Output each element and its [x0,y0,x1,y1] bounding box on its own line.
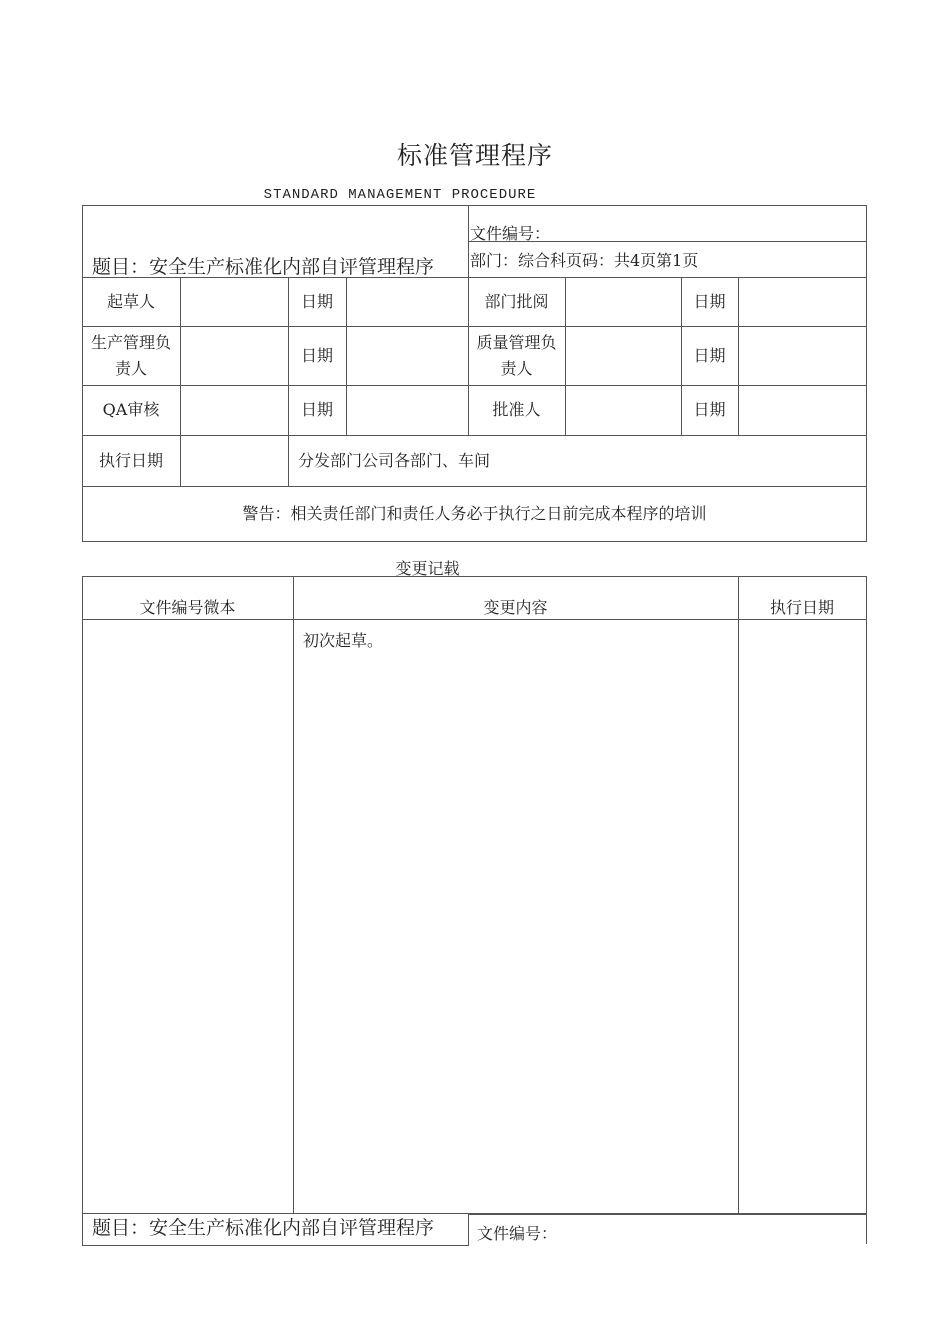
page-subtitle: STANDARD MANAGEMENT PROCEDURE [263,187,537,203]
row-change-content: 初次起草。 [303,631,384,650]
approver-label: 批准人 [492,400,541,419]
table-line [82,1245,468,1246]
date-label: 日期 [300,345,333,365]
table-line [738,277,739,435]
dept-page-info: 部门：综合科页码：共4页第1页 [470,251,699,270]
table-line [346,277,347,435]
date-label: 日期 [300,291,333,311]
footer-doc-number-label: 文件编号： [477,1224,558,1243]
footer-subject: 题目：安全生产标准化内部自评管理程序 [92,1217,435,1239]
table-line [738,576,739,1214]
table-line [866,576,867,1214]
page-title: 标准管理程序 [396,141,553,170]
date-label: 日期 [693,291,726,311]
table-line [293,576,294,1214]
date-label: 日期 [693,400,726,419]
table-line [82,576,867,577]
dept-review-label: 部门批阅 [484,291,549,311]
quality-manager-label-line2: 责人 [500,358,533,378]
date-label: 日期 [693,345,726,365]
doc-number-label: 文件编号： [470,224,551,243]
table-line [468,1213,469,1246]
drafter-label: 起草人 [106,291,155,311]
table-line [180,277,181,486]
table-line [468,1214,867,1215]
quality-manager-label [468,326,565,385]
column-header: 变更内容 [483,598,548,617]
change-log-title: 变更记载 [395,559,460,578]
table-line [82,576,83,1214]
prod-manager-label [82,326,180,385]
table-line [565,277,566,435]
distribution-text: 分发部门公司各部门、车间 [298,450,491,470]
subject-label: 题目：安全生产标准化内部自评管理程序 [92,256,435,278]
quality-manager-label-line1: 质量管理负 [476,332,557,352]
table-line [82,1213,83,1246]
prod-manager-label-line1: 生产管理负 [90,332,171,352]
column-header: 文件编号微本 [139,598,236,617]
table-line [866,1213,867,1244]
table-line [82,205,867,206]
date-label: 日期 [300,400,333,419]
warning-text: 警告：相关责任部门和责任人务必于执行之日前完成本程序的培训 [242,503,707,523]
table-line [82,541,867,542]
effective-date-label: 执行日期 [98,450,163,470]
qa-review-label: QA审核 [102,400,160,419]
column-header: 执行日期 [769,598,834,617]
prod-manager-label-line2: 责人 [114,358,147,378]
